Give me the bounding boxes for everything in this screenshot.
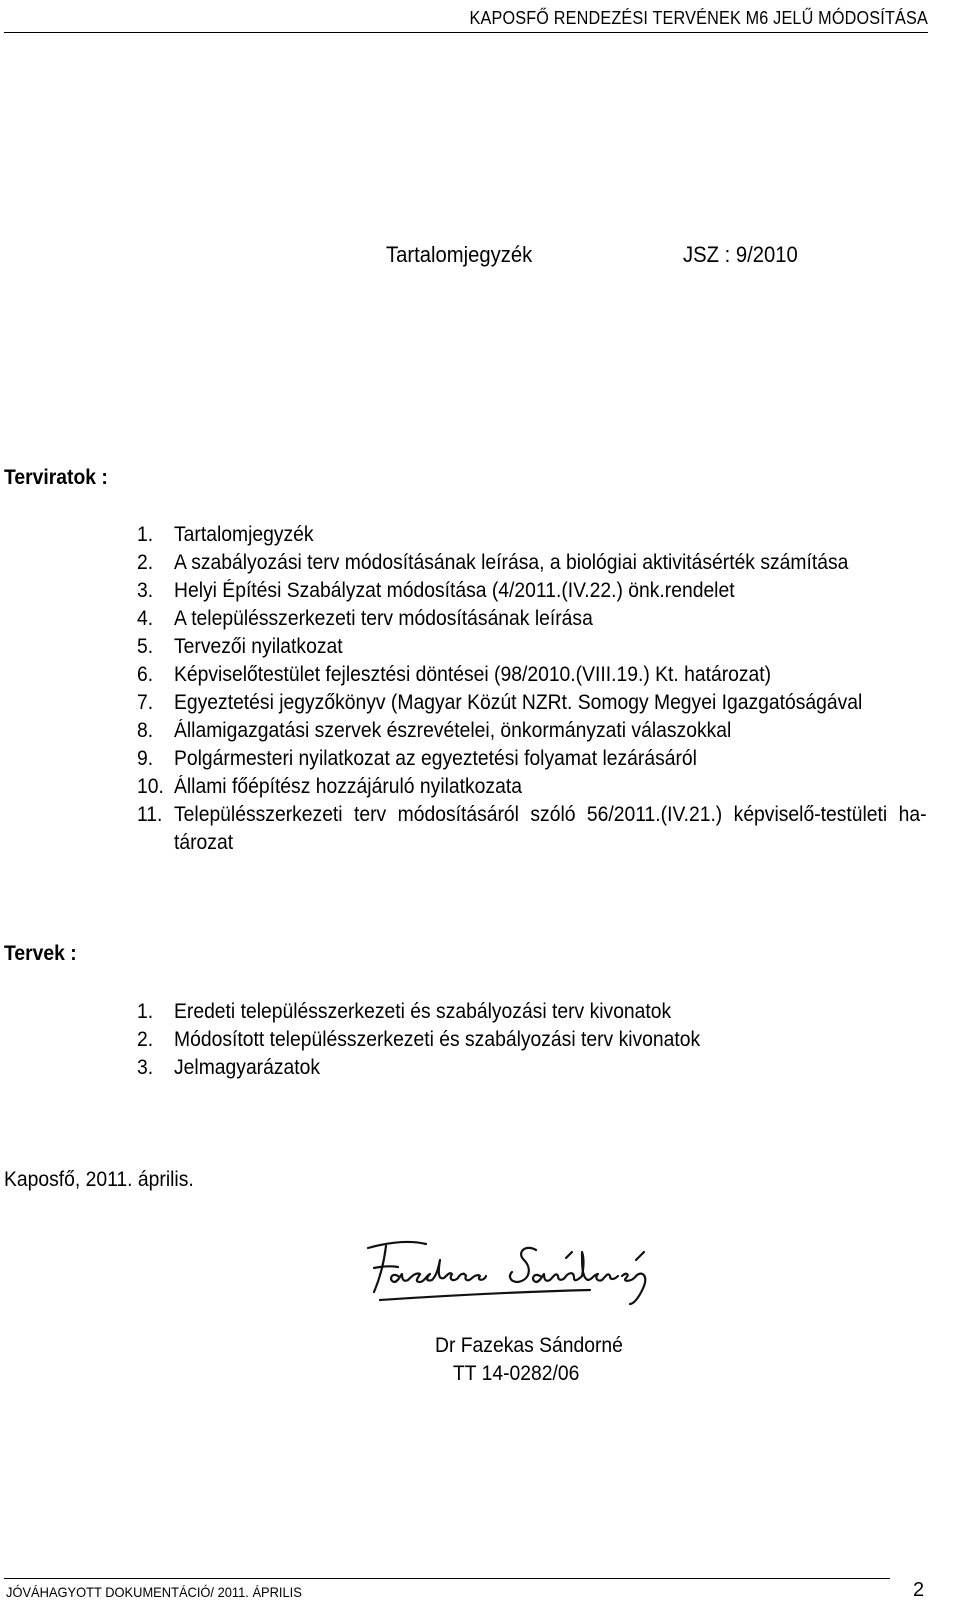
list-item-text: Tervezői nyilatkozat [174,635,343,658]
list-item-text: Állami főépítész hozzájáruló nyilatkozata [174,775,522,798]
list-item-number: 5. [137,635,154,658]
list-item-number: 10. [137,775,164,798]
list-item-text: Egyeztetési jegyzőkönyv (Magyar Közút NZRt. Somogy Megyei Igazgatóságával [174,691,863,714]
list-item [137,521,923,549]
list-item [137,605,923,633]
list-item-text: Polgármesteri nyilatkozat az egyeztetési folyamat lezárásáról [174,747,697,770]
list-item [137,633,923,661]
footer-text: JÓVÁHAGYOTT DOKUMENTÁCIÓ/ 2011. ÁPRILIS [6,1584,302,1600]
list-item-number: 2. [137,551,154,574]
terviratok-heading: Terviratok : [4,466,108,489]
list-item-text: Eredeti településszerkezeti és szabályozási terv kivonatok [174,1000,672,1023]
page-number: 2 [913,1579,925,1601]
handwritten-signature [360,1230,660,1310]
list-item-text: Tartalomjegyzék [174,523,314,546]
list-item [137,773,923,801]
list-item [137,998,923,1026]
list-item-number: 4. [137,607,154,630]
tervek-heading: Tervek : [4,942,77,965]
list-item [137,745,923,773]
signer-registration-id: TT 14-0282/06 [453,1362,580,1385]
list-item-text: Képviselőtestület fejlesztési döntései (98/2010.(VIII.19.) Kt. határozat) [174,663,772,686]
list-item-number: 11. [137,803,163,826]
place-and-date: Kaposfő, 2011. április. [4,1168,194,1191]
list-item-number: 8. [137,719,154,742]
list-item-text: Jelmagyarázatok [174,1056,321,1079]
list-item-number: 2. [137,1028,154,1051]
list-item-number: 6. [137,663,154,686]
list-item [137,661,923,689]
list-item-text: Államigazgatási szervek észrevételei, önkormányzati válaszokkal [174,719,732,742]
signer-name: Dr Fazekas Sándorné [435,1334,623,1357]
header-divider [4,32,928,33]
list-item [137,1054,923,1082]
running-header-title: KAPOSFŐ RENDEZÉSI TERVÉNEK M6 JELŰ MÓDOSÍTÁSA [469,8,928,28]
list-item-number: 7. [137,691,154,714]
list-item-number: 1. [137,523,154,546]
terviratok-list [137,521,927,857]
list-item [137,717,923,745]
list-item-text: Településszerkezeti terv módosításáról szóló 56/2011.(IV.21.) képviselő-testületi ha- tározat [174,803,927,854]
list-item-text: Helyi Építési Szabályzat módosítása (4/2011.(IV.22.) önk.rendelet [174,579,735,602]
list-item [137,689,923,717]
document-title: Tartalomjegyzék [386,242,533,267]
document-code: JSZ : 9/2010 [683,242,798,267]
list-item-text: A településszerkezeti terv módosításának leírása [174,607,593,630]
list-item-text: Módosított településszerkezeti és szabályozási terv kivonatok [174,1028,701,1051]
list-item-number: 1. [137,1000,154,1023]
footer-divider [4,1578,890,1579]
list-item [137,577,923,605]
list-item-number: 3. [137,579,154,602]
list-item-text: A szabályozási terv módosításának leírása, a biológiai aktivitásérték számítása [174,551,849,574]
list-item [137,549,923,577]
list-item [137,801,927,857]
list-item-number: 9. [137,747,154,770]
list-item [137,1026,923,1054]
list-item-number: 3. [137,1056,154,1079]
tervek-list [137,998,923,1082]
